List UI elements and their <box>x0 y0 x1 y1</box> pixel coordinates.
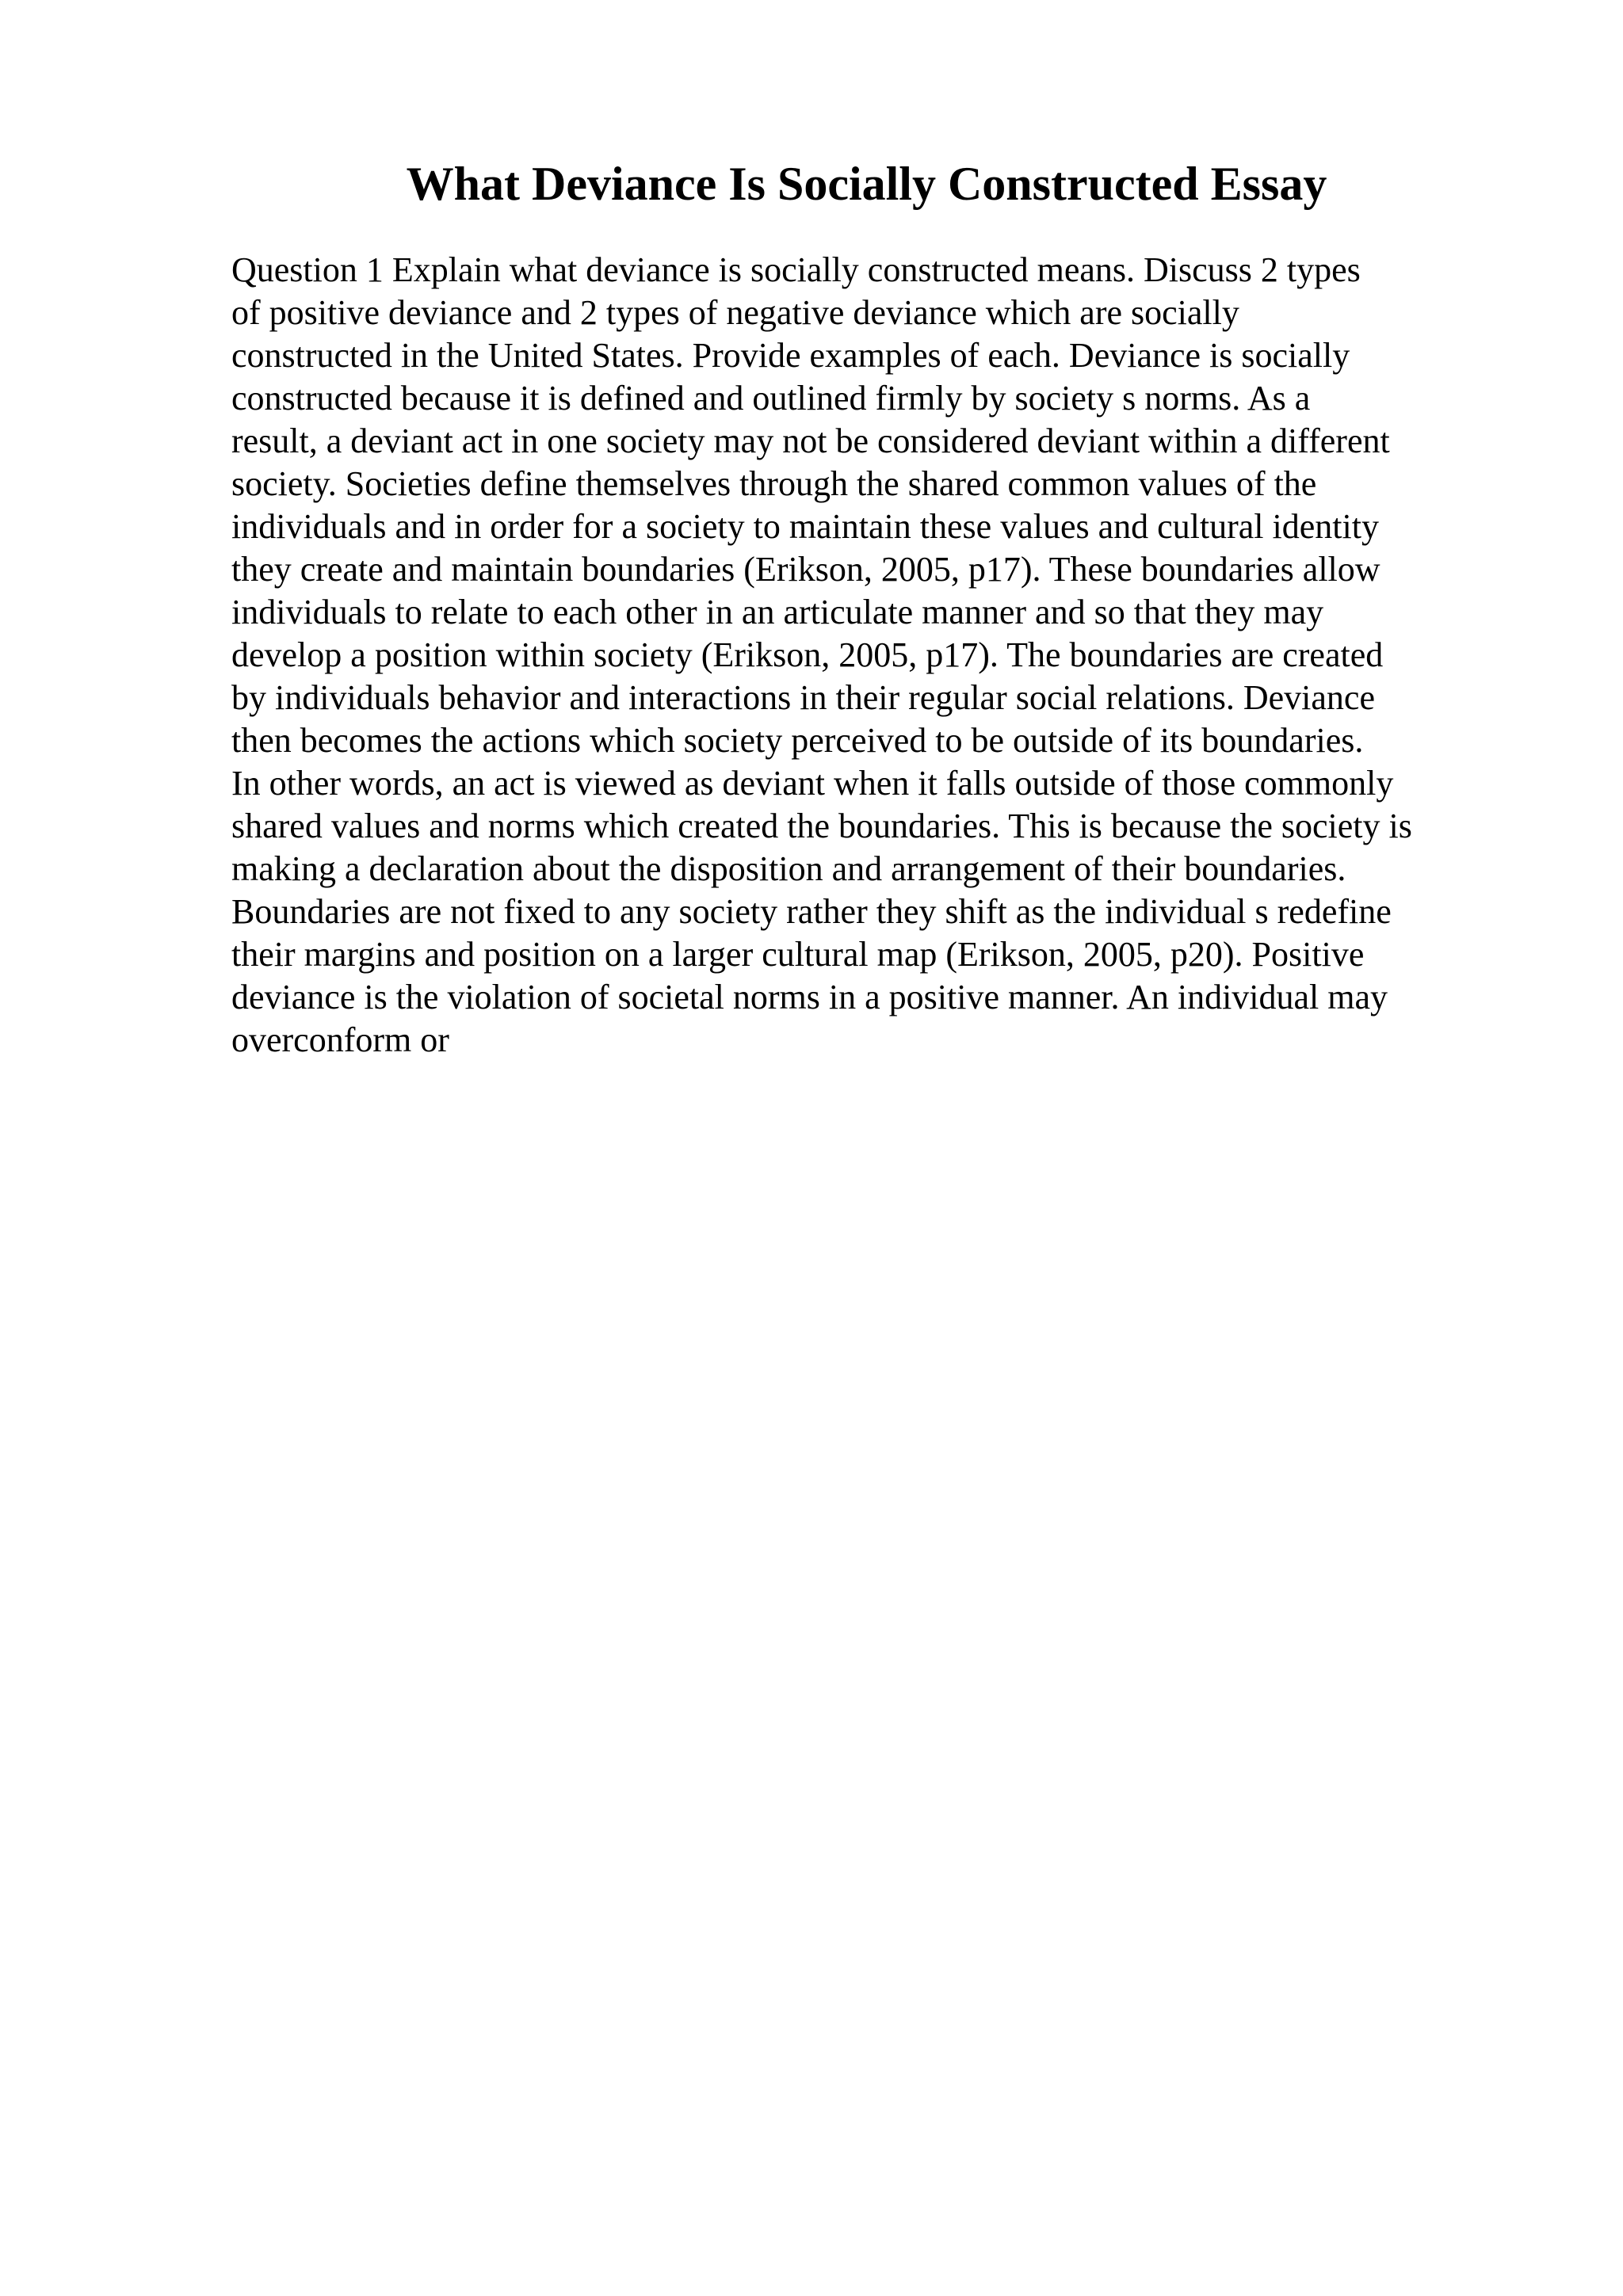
body-line: deviance is the violation of societal norms in a positive manner. An individual may <box>231 978 1388 1016</box>
body-line: constructed because it is defined and outlined firmly by society s norms. As a <box>231 379 1311 418</box>
body-line: In other words, an act is viewed as deviant when it falls outside of those commonly <box>231 764 1394 803</box>
body-line: Boundaries are not fixed to any society rather they shift as the individual s redefine <box>231 892 1392 931</box>
body-line: their margins and position on a larger cultural map (Erikson, 2005, p20). Positive <box>231 935 1365 974</box>
body-line: they create and maintain boundaries (Erikson, 2005, p17). These boundaries allow <box>231 550 1381 589</box>
body-line: society. Societies define themselves through the shared common values of the <box>231 464 1317 503</box>
body-line: overconform or <box>231 1020 449 1059</box>
body-line: individuals and in order for a society to maintain these values and cultural identity <box>231 507 1379 546</box>
body-line: develop a position within society (Erikson, 2005, p17). The boundaries are created <box>231 635 1384 674</box>
body-line: making a declaration about the disposition and arrangement of their boundaries. <box>231 849 1346 888</box>
body-line: individuals to relate to each other in an articulate manner and so that they may <box>231 593 1324 631</box>
body-line: of positive deviance and 2 types of negative deviance which are socially <box>231 293 1239 332</box>
document-title: What Deviance Is Socially Constructed Essay <box>406 158 1327 210</box>
body-line: result, a deviant act in one society may not be considered deviant within a different <box>231 421 1390 460</box>
body-line: constructed in the United States. Provide examples of each. Deviance is socially <box>231 336 1350 375</box>
body-line: by individuals behavior and interactions in their regular social relations. Deviance <box>231 678 1375 717</box>
body-line: Question 1 Explain what deviance is socially constructed means. Discuss 2 types <box>231 250 1361 289</box>
document-body <box>231 249 1515 1062</box>
body-line: shared values and norms which created the boundaries. This is because the society is <box>231 807 1412 845</box>
body-line: then becomes the actions which society perceived to be outside of its boundaries. <box>231 721 1364 760</box>
